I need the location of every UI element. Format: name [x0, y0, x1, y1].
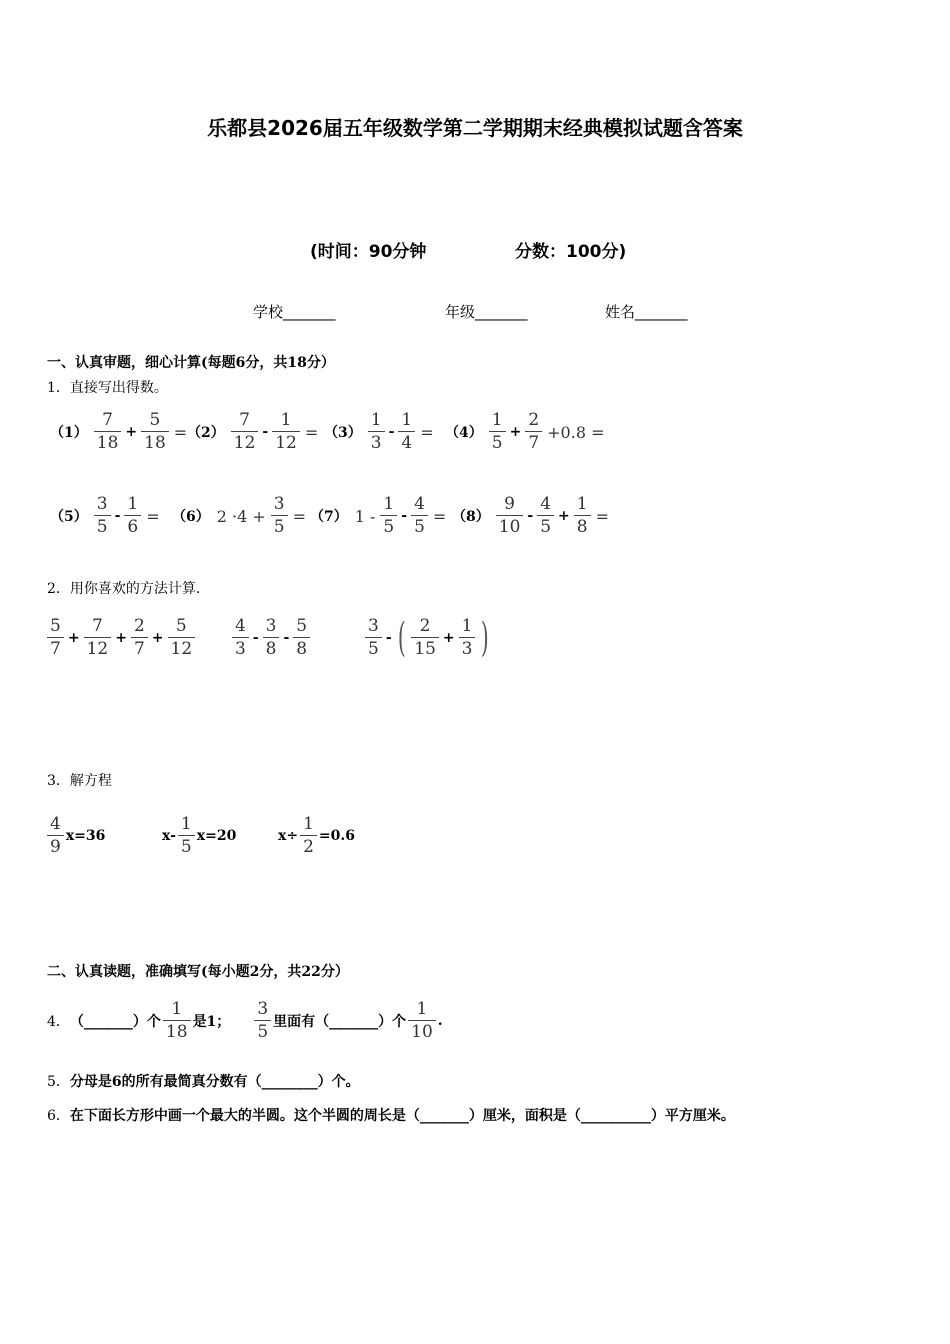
item-tag: （4） [445, 425, 483, 441]
fraction: $\frac{3}{5}$ [254, 1001, 271, 1041]
q5-number: 5． [47, 1074, 70, 1090]
right-paren: ) [481, 615, 490, 661]
q1-label: 1．直接写出得数。 [47, 380, 168, 396]
grade-field[interactable]: 年级_______ [445, 303, 528, 321]
equation-head: x- [162, 828, 176, 844]
q1-item-7 [310, 488, 449, 544]
q4 [47, 991, 443, 1051]
operator: + [125, 424, 138, 440]
name-field[interactable]: 姓名_______ [605, 303, 688, 321]
equals: = [420, 422, 434, 442]
q1-item-6 [172, 488, 309, 544]
q6 [47, 1105, 735, 1125]
item-tag: （5） [50, 509, 88, 525]
fraction: $\frac{2}{7}$ [525, 412, 542, 452]
exam-time: (时间：90分钟 [310, 242, 427, 262]
operator: - [283, 630, 290, 646]
equation-tail: =0.6 [318, 828, 355, 844]
fraction: $\frac{5}{18}$ [141, 412, 169, 452]
equals: = [146, 506, 160, 526]
operator: + [442, 630, 455, 646]
operator: - [388, 424, 395, 440]
q5 [47, 1071, 360, 1091]
operator: - [401, 508, 408, 524]
fraction: $\frac{5}{7}$ [47, 618, 64, 658]
q1-item-4 [445, 404, 607, 460]
fraction: $\frac{3}{5}$ [94, 496, 111, 536]
q1-item-2 [187, 404, 321, 460]
item-tag: （1） [50, 425, 88, 441]
item-tag: （7） [310, 509, 348, 525]
item-tag: （8） [452, 509, 490, 525]
q1-item-5 [50, 488, 163, 544]
q2-expr-3 [363, 610, 493, 666]
equation-tail: x=36 [65, 828, 106, 844]
left-paren: ( [397, 615, 406, 661]
equals: = [304, 422, 319, 442]
fraction: $\frac{4}{3}$ [232, 618, 249, 658]
fraction: $\frac{1}{2}$ [300, 816, 317, 856]
item-tag: （6） [172, 509, 210, 525]
plus-decimal-equals: +0.8 = [547, 422, 605, 442]
operator: - [385, 630, 392, 646]
expression-prefix: 2 ·4 + [216, 506, 266, 526]
fraction: $\frac{1}{10}$ [408, 1001, 436, 1041]
operator: + [115, 630, 127, 646]
expression-prefix: 1 - [354, 506, 376, 526]
fraction: $\frac{3}{8}$ [263, 618, 280, 658]
operator: - [252, 630, 259, 646]
operator: + [67, 630, 80, 646]
school-field[interactable]: 学校_______ [253, 303, 336, 321]
fraction: $\frac{1}{18}$ [163, 1001, 191, 1041]
fraction: $\frac{7}{18}$ [94, 412, 122, 452]
fraction: $\frac{9}{10}$ [496, 496, 524, 536]
q2-expr-2 [230, 610, 312, 666]
operator: + [151, 630, 164, 646]
q2-expr-1 [45, 610, 197, 666]
q3-eq-3 [278, 808, 355, 864]
fraction: $\frac{1}{4}$ [398, 412, 415, 452]
q3-eq-2 [162, 808, 236, 864]
equals: = [292, 506, 307, 526]
operator: - [262, 424, 269, 440]
q4-blank-1[interactable]: （_______）个 [69, 1014, 161, 1030]
fraction: $\frac{1}{12}$ [272, 412, 300, 452]
fraction: $\frac{3}{5}$ [365, 618, 382, 658]
fraction: $\frac{5}{12}$ [168, 618, 196, 658]
fraction: $\frac{2}{15}$ [411, 618, 439, 658]
q3-eq-1 [45, 808, 105, 864]
page-title: 乐都县2026届五年级数学第二学期期末经典模拟试题含答案 [207, 116, 743, 140]
fraction: $\frac{4}{5}$ [411, 496, 428, 536]
operator: + [558, 508, 570, 524]
q5-text[interactable]: 分母是6的所有最简真分数有（________）个。 [69, 1074, 360, 1090]
q3-label: 3．解方程 [47, 773, 112, 789]
q1-item-8 [452, 488, 612, 544]
q1-item-1 [50, 404, 190, 460]
q6-number: 6． [47, 1108, 70, 1124]
section-1-heading: 一、认真审题，细心计算(每题6分，共18分） [47, 355, 335, 371]
operator: - [527, 508, 534, 524]
fraction: $\frac{1}{6}$ [124, 496, 141, 536]
fraction: $\frac{1}{3}$ [368, 412, 385, 452]
equals: = [173, 422, 188, 442]
equals: = [432, 506, 447, 526]
fraction: $\frac{1}{8}$ [574, 496, 591, 536]
fraction: $\frac{1}{5}$ [178, 816, 195, 856]
q4-blank-2[interactable]: 里面有（_______）个 [273, 1014, 407, 1030]
fraction: $\frac{1}{5}$ [489, 412, 506, 452]
operator: + [509, 424, 522, 440]
equals: = [595, 506, 609, 526]
q4-number: 4． [47, 1014, 70, 1030]
q1-item-3 [324, 404, 437, 460]
exam-score: 分数：100分) [515, 242, 627, 262]
q4-period: . [437, 1013, 443, 1029]
fraction: $\frac{5}{8}$ [293, 618, 310, 658]
q2-label: 2．用你喜欢的方法计算. [47, 581, 201, 597]
section-2-heading: 二、认真读题，准确填写(每小题2分，共22分） [47, 964, 349, 980]
fraction: $\frac{2}{7}$ [131, 618, 148, 658]
q6-text[interactable]: 在下面长方形中画一个最大的半圆。这个半圆的周长是（_______）厘米，面积是（__________）平方厘米。 [69, 1108, 735, 1124]
fraction: $\frac{1}{5}$ [380, 496, 397, 536]
equation-tail: x=20 [196, 828, 237, 844]
equation-head: x÷ [278, 828, 299, 844]
item-tag: （3） [324, 425, 362, 441]
fraction: $\frac{3}{5}$ [271, 496, 288, 536]
item-tag: （2） [187, 425, 225, 441]
q4-text: 是1； [192, 1014, 231, 1030]
fraction: $\frac{7}{12}$ [231, 412, 259, 452]
fraction: $\frac{4}{5}$ [537, 496, 554, 536]
fraction: $\frac{1}{3}$ [459, 618, 476, 658]
fraction: $\frac{4}{9}$ [47, 816, 64, 856]
fraction: $\frac{7}{12}$ [84, 618, 112, 658]
operator: - [114, 508, 121, 524]
